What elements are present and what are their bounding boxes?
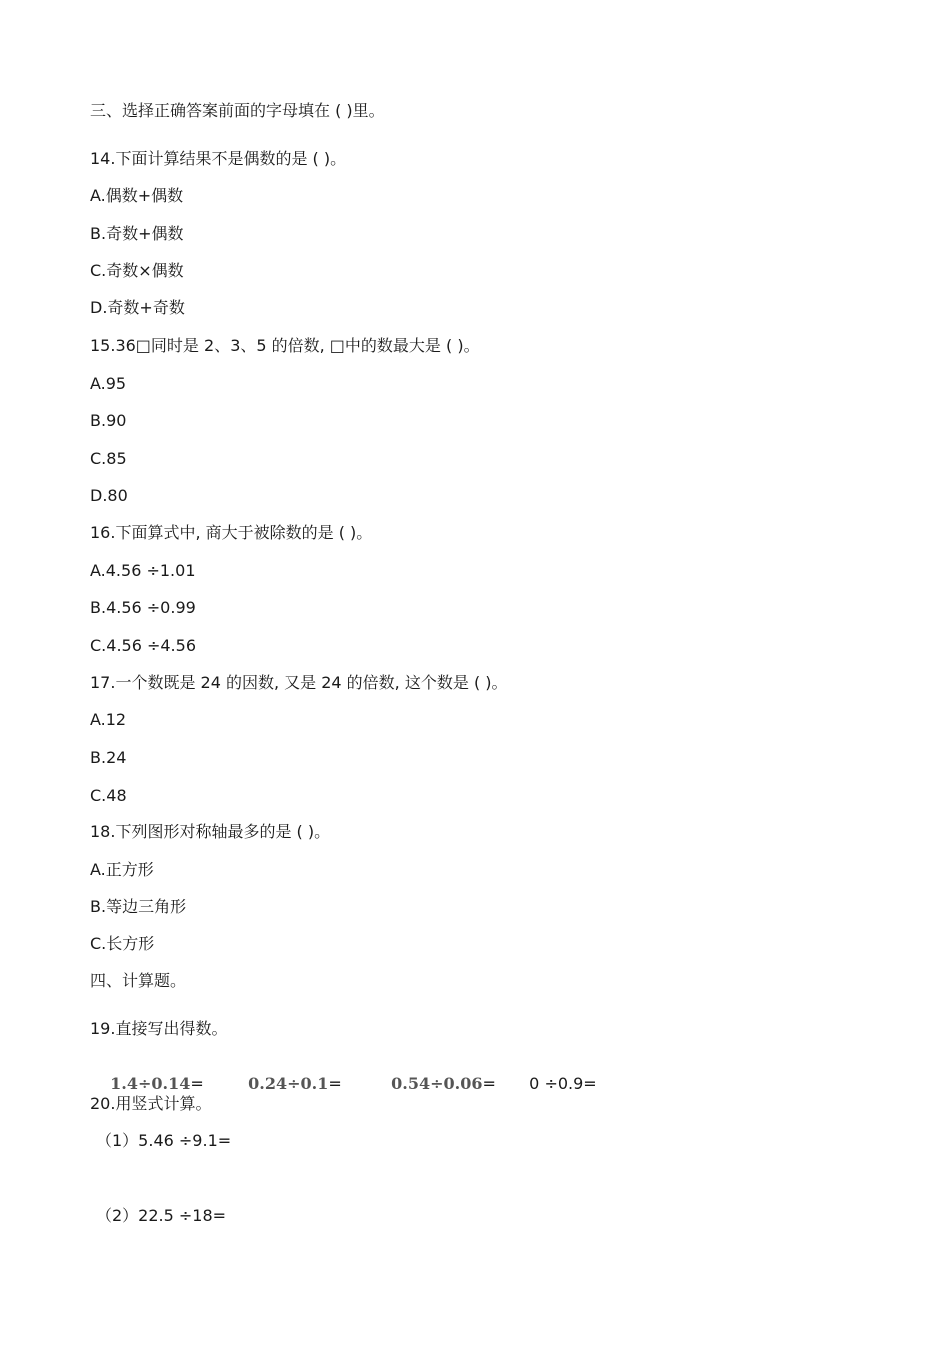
- q19-item-3: [381, 1054, 496, 1094]
- question-15-option-a: A.95: [90, 374, 127, 393]
- q19-item-3-equals: =: [482, 1074, 496, 1093]
- question-15-option-d: D.80: [90, 486, 128, 505]
- question-14-option-b: B.奇数+偶数: [90, 224, 184, 243]
- q19-item-4-equals: =: [583, 1074, 597, 1093]
- question-17-option-b: B.24: [90, 748, 127, 767]
- section-heading-choice: 三、选择正确答案前面的字母填在 ( )里。: [90, 101, 385, 120]
- q19-item-3-expr: 0.54÷0.06: [391, 1074, 483, 1093]
- question-15-stem: 15.36□同时是 2、3、5 的倍数, □中的数最大是 ( )。: [90, 336, 480, 355]
- question-14-option-a: A.偶数+偶数: [90, 186, 184, 205]
- question-16-stem: 16.下面算式中, 商大于被除数的是 ( )。: [90, 523, 373, 542]
- question-16-option-c: C.4.56 ÷4.56: [90, 636, 196, 655]
- q19-item-1: [100, 1054, 204, 1094]
- question-16-option-b: B.4.56 ÷0.99: [90, 598, 196, 617]
- question-15-option-c: C.85: [90, 449, 127, 468]
- question-18-option-b: B.等边三角形: [90, 897, 187, 916]
- q19-item-4-expr: 0 ÷0.9: [529, 1074, 584, 1093]
- question-17-option-a: A.12: [90, 710, 127, 729]
- question-18-option-a: A.正方形: [90, 860, 154, 879]
- question-14-option-c: C.奇数×偶数: [90, 261, 184, 280]
- q19-item-1-equals: =: [190, 1074, 204, 1093]
- question-17-option-c: C.48: [90, 786, 127, 805]
- q19-item-2: [238, 1054, 342, 1094]
- question-14-option-d: D.奇数+奇数: [90, 298, 185, 317]
- question-18-stem: 18.下列图形对称轴最多的是 ( )。: [90, 822, 331, 841]
- question-17-stem: 17.一个数既是 24 的因数, 又是 24 的倍数, 这个数是 ( )。: [90, 673, 508, 692]
- q19-item-1-expr: 1.4÷0.14: [110, 1074, 191, 1093]
- question-14-stem: 14.下面计算结果不是偶数的是 ( )。: [90, 149, 347, 168]
- q19-item-4: [519, 1054, 597, 1094]
- q19-item-2-expr: 0.24÷0.1: [248, 1074, 329, 1093]
- q20-item-1: （1）5.46 ÷9.1=: [96, 1131, 232, 1150]
- section-heading-calculation: 四、计算题。: [90, 971, 187, 990]
- q20-item-2: （2）22.5 ÷18=: [96, 1206, 227, 1225]
- q19-item-2-equals: =: [328, 1074, 342, 1093]
- question-19-stem: 19.直接写出得数。: [90, 1019, 228, 1038]
- question-16-option-a: A.4.56 ÷1.01: [90, 561, 196, 580]
- question-18-option-c: C.长方形: [90, 934, 155, 953]
- question-20-stem: 20.用竖式计算。: [90, 1094, 212, 1113]
- question-15-option-b: B.90: [90, 411, 127, 430]
